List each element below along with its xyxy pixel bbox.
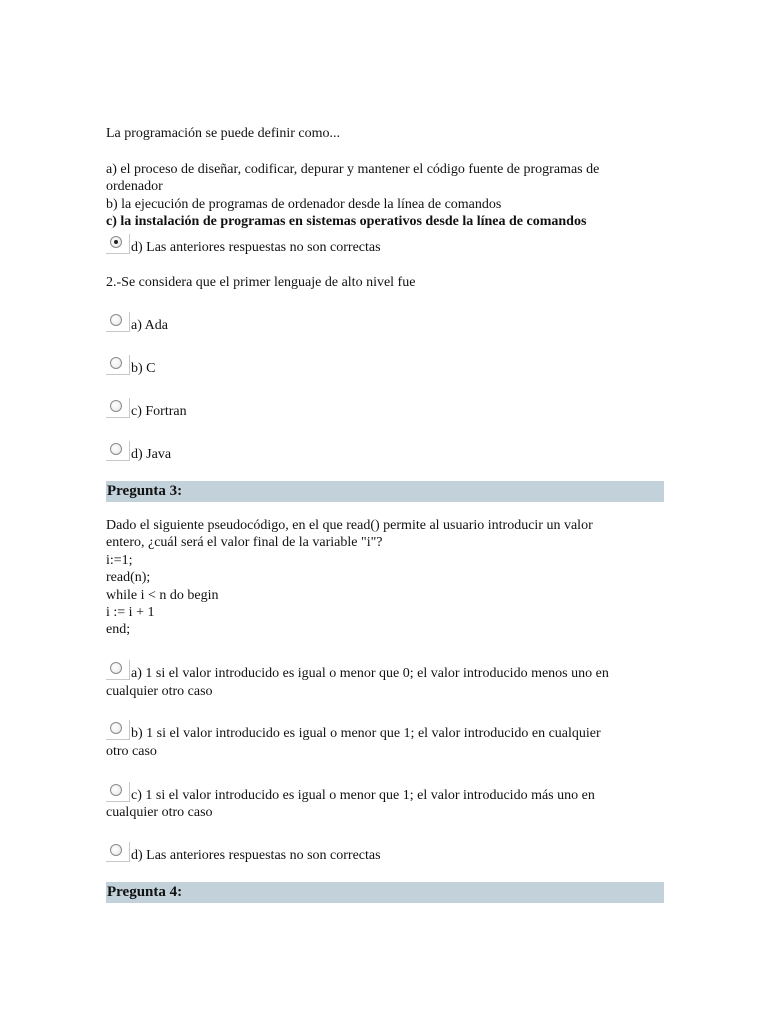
question-2-text: 2.-Se considera que el primer lenguaje de alto nivel fue (106, 275, 416, 290)
q3-option-d-label: d) Las anteriores respuestas no son correctas (131, 848, 381, 863)
q2-option-d-label: d) Java (131, 447, 172, 462)
q3-intro-line2: entero, ¿cuál será el valor final de la variable "i"? (106, 535, 383, 550)
radio-button[interactable] (106, 441, 130, 461)
q3-option-b-line1: b) 1 si el valor introducido es igual o menor que 1; el valor introducido en cualquier (131, 726, 601, 741)
radio-circle-icon (110, 662, 122, 674)
q3-option-c-line1: c) 1 si el valor introducido es igual o menor que 1; el valor introducido más uno en (131, 788, 595, 803)
q3-option-a-line2: cualquier otro caso (106, 684, 213, 699)
q3-option-c-line2: cualquier otro caso (106, 805, 213, 820)
q2-option-c-label: c) Fortran (131, 404, 187, 419)
q1-option-a-line1: a) el proceso de diseñar, codificar, depurar y mantener el código fuente de programas de (106, 162, 600, 177)
radio-circle-icon (110, 443, 122, 455)
question-1-text: La programación se puede definir como... (106, 126, 341, 141)
radio-circle-icon (110, 357, 122, 369)
q3-code-line-5: end; (106, 622, 131, 637)
radio-circle-icon (110, 722, 122, 734)
q3-code-line-2: read(n); (106, 570, 151, 585)
q3-code-line-4: i := i + 1 (106, 605, 155, 620)
q3-option-a-line1: a) 1 si el valor introducido es igual o menor que 0; el valor introducido menos uno en (131, 666, 609, 681)
radio-button-selected[interactable] (106, 234, 130, 254)
radio-button[interactable] (106, 782, 130, 802)
q3-code-line-3: while i < n do begin (106, 588, 219, 603)
radio-circle-icon (110, 400, 122, 412)
radio-button[interactable] (106, 660, 130, 680)
radio-button[interactable] (106, 312, 130, 332)
q3-code-line-1: i:=1; (106, 553, 133, 568)
q1-option-a-line2: ordenador (106, 179, 163, 194)
question-4-heading: Pregunta 4: (106, 882, 664, 903)
q3-option-b-line2: otro caso (106, 744, 157, 759)
q1-option-c: c) la instalación de programas en sistemas operativos desde la línea de comandos (106, 214, 587, 229)
q2-option-a-label: a) Ada (131, 318, 168, 333)
q1-option-b: b) la ejecución de programas de ordenador desde la línea de comandos (106, 197, 502, 212)
question-3-heading: Pregunta 3: (106, 481, 664, 502)
radio-circle-icon (110, 236, 122, 248)
q3-intro-line1: Dado el siguiente pseudocódigo, en el que read() permite al usuario introducir un valor (106, 518, 593, 533)
radio-button[interactable] (106, 842, 130, 862)
radio-button[interactable] (106, 398, 130, 418)
radio-button[interactable] (106, 720, 130, 740)
q2-option-b-label: b) C (131, 361, 156, 376)
radio-circle-icon (110, 314, 122, 326)
q1-option-d-label: d) Las anteriores respuestas no son correctas (131, 240, 381, 255)
radio-button[interactable] (106, 355, 130, 375)
radio-circle-icon (110, 844, 122, 856)
radio-circle-icon (110, 784, 122, 796)
